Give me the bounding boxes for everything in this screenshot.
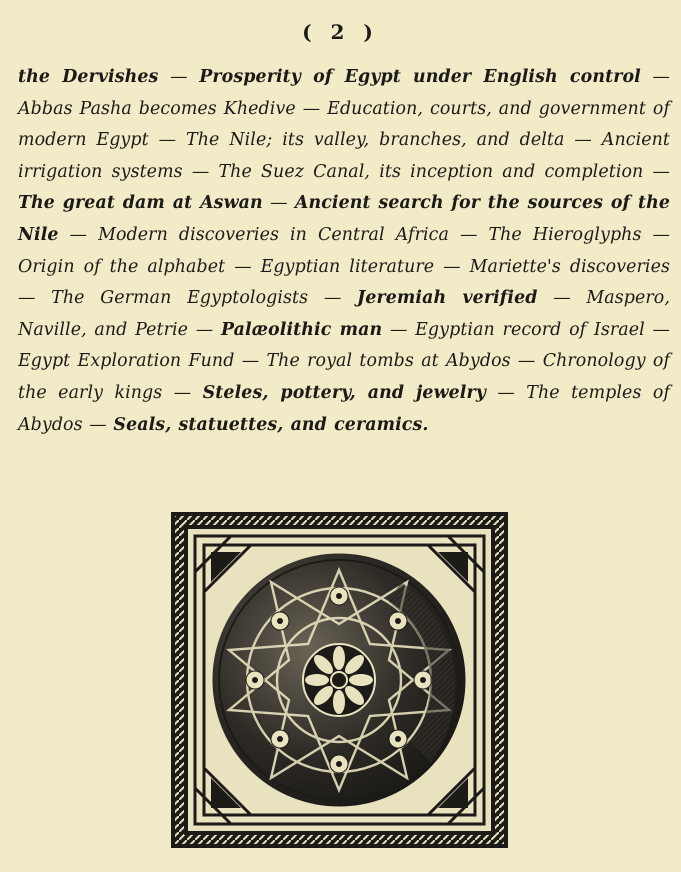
contents-entry: The royal tombs at Abydos (266, 351, 511, 372)
em-dash-separator: — (382, 319, 416, 340)
contents-entry: Egypt Exploration Fund (18, 351, 235, 372)
contents-entry: Abbas Pasha becomes Khedive (18, 98, 296, 119)
contents-entry: The temples of Abydos (18, 382, 670, 435)
contents-entry: Jeremiah verified (357, 288, 538, 309)
em-dash-separator: — (308, 288, 358, 309)
contents-entry: Prosperity of Egypt under English control (199, 67, 641, 87)
contents-entry: Palæolithic man (220, 319, 383, 340)
em-dash-separator: — (644, 319, 670, 340)
em-dash-separator: — (643, 161, 670, 182)
contents-entry: Maspero, Naville, and Petrie (18, 288, 670, 340)
em-dash-separator: — (262, 193, 295, 214)
em-dash-separator: — (564, 130, 602, 151)
contents-entry: Ancient irrigation systems (18, 130, 671, 182)
page-number: ( 2 ) (302, 20, 379, 44)
contents-entry: The great dam at Aswan (18, 193, 263, 214)
contents-entry: Education, courts, and government of modern Egypt (18, 98, 670, 151)
contents-entry: The Nile; its valley, branches, and delta (186, 130, 565, 151)
em-dash-separator: — (162, 382, 203, 403)
em-dash-separator: — (234, 351, 267, 372)
em-dash-separator: — (58, 224, 99, 245)
em-dash-separator: — (510, 351, 543, 372)
em-dash-separator: — (640, 67, 671, 87)
contents-entry: Chronology of the early kings (18, 351, 671, 403)
em-dash-separator: — (485, 382, 527, 403)
contents-entry: Egyptian record of Israel (415, 319, 645, 340)
contents-entry: Origin of the alphabet (18, 256, 226, 277)
em-dash-separator: — (18, 288, 52, 309)
em-dash-separator: — (148, 130, 187, 151)
arabesque-rosette-tile-icon (171, 512, 508, 848)
contents-entry: The Hieroglyphs (488, 224, 642, 245)
contents-entry: Modern discoveries in Central Africa (98, 224, 449, 245)
em-dash-separator: — (295, 98, 328, 119)
contents-summary (18, 62, 670, 441)
em-dash-separator: — (82, 414, 114, 435)
contents-entry: The German Egyptologists (51, 288, 309, 309)
contents-entry: Egyptian literature (260, 256, 435, 277)
em-dash-separator: — (188, 319, 221, 340)
contents-entry: Ancient search for the sources of the Nile (18, 193, 670, 245)
contents-entry: Steles, pottery, and jewelry (202, 382, 486, 403)
em-dash-separator: — (225, 256, 261, 277)
em-dash-separator: — (448, 224, 489, 245)
em-dash-separator: — (182, 161, 219, 182)
em-dash-separator: — (434, 256, 470, 277)
em-dash-separator: — (641, 224, 670, 245)
contents-entry: Seals, statuettes, and ceramics. (113, 414, 429, 435)
em-dash-separator: — (537, 288, 587, 309)
contents-entry: Mariette's discoveries (469, 256, 671, 277)
contents-entry: The Suez Canal, its inception and completion (218, 161, 644, 182)
em-dash-separator: — (158, 67, 200, 87)
contents-entry: the Dervishes (18, 67, 159, 87)
